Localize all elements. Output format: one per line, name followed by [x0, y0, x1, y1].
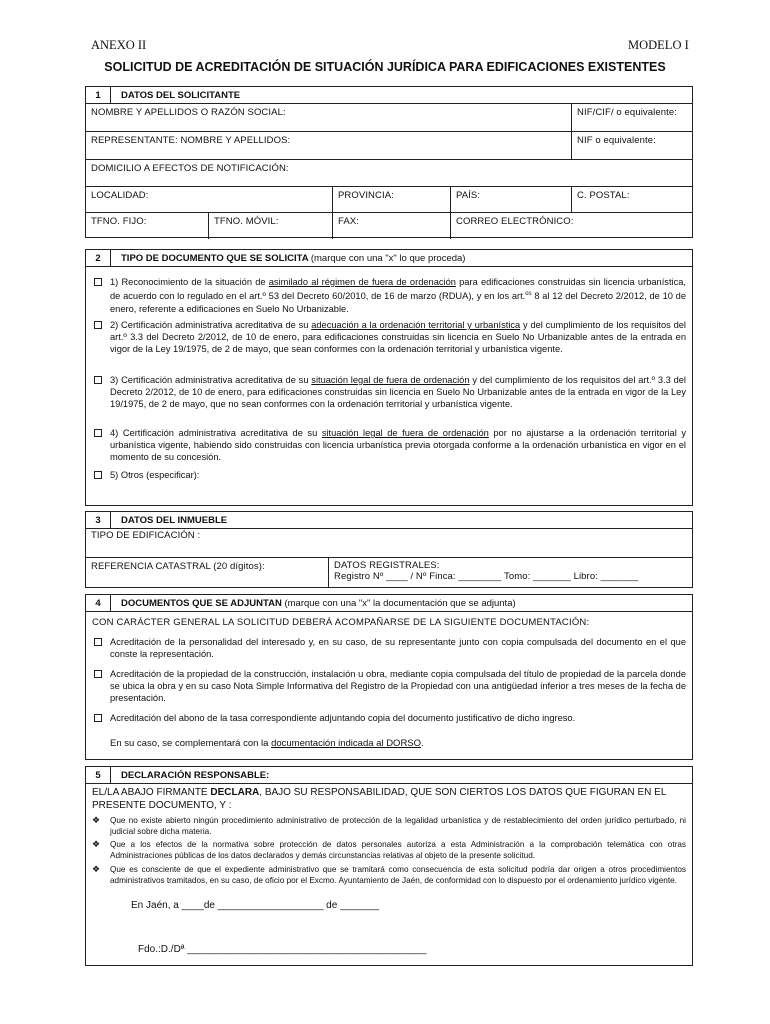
option-text: para edificaciones construidas sin licencia urbanística, de acuerdo con lo regulado en el art.º 53 del Decreto 60/2010, de 16 de marzo (RDUA), y en los art. [110, 277, 686, 302]
registry-data-label: DATOS REGISTRALES: [334, 560, 440, 571]
intro-text: EL/LA ABAJO FIRMANTE [92, 787, 211, 798]
document-text: Acreditación de la personalidad del interesado y, en su caso, de su representante junto con copia compulsada del documento en el que conste la representación. [110, 637, 686, 660]
option-text: y del cumplimiento de los requisitos del art.º 3.3 del Decreto 2/2012, de 10 de enero, para edificaciones construidas sin licencia en Suelo No Urbanizable antes de la entrada en vigor de la Ley 19/1975, de 2 de mayo, que sean conformes con la ordenación territorial y urbanística vigente. [110, 320, 686, 355]
annex-label: ANEXO II [91, 38, 147, 52]
email-field[interactable]: CORREO ELECTRÓNICO: [456, 216, 574, 227]
intro-bold: DECLARA [210, 787, 260, 798]
option-3-checkbox[interactable] [94, 376, 102, 384]
mobile-field[interactable]: TFNO. MÓVIL: [209, 213, 333, 239]
representative-field[interactable]: REPRESENTANTE: NOMBRE Y APELLIDOS: [86, 132, 572, 159]
option-5-checkbox[interactable] [94, 471, 102, 479]
diamond-bullet-icon: ❖ [92, 839, 101, 849]
dorso-note [110, 738, 424, 749]
registry-data-line: Registro Nº ____ / Nº Finca: ________ Tomo: _______ Libro: _______ [334, 571, 639, 582]
declaration-intro [92, 787, 686, 812]
option-1 [94, 276, 686, 315]
section-declaration [85, 766, 693, 966]
declaration-text: Que es consciente de que el expediente administrativo que se tramitará como consecuencia de esta solicitud podría dar origen a otros procedimientos administrativos tramitados, en su caso, de oficio por el Excmo. Ayuntamiento de Jaén, de conformidad con lo dispuesto por el ordenamiento jurídico vigente. [110, 865, 686, 885]
option-text: 1) Reconocimiento de la situación de [110, 277, 269, 287]
section-title: DECLARACIÓN RESPONSABLE: [121, 769, 270, 781]
option-2-checkbox[interactable] [94, 321, 102, 329]
section-title: DATOS DEL INMUEBLE [121, 514, 228, 526]
option-text: 4) Certificación administrativa acreditativa de su [110, 428, 322, 438]
dorso-link: documentación indicada al DORSO [271, 738, 422, 749]
option-4 [94, 427, 686, 464]
option-text: 2) Certificación administrativa acreditativa de su [110, 320, 312, 330]
section-title: TIPO DE DOCUMENTO QUE SE SOLICITA [121, 252, 309, 264]
declaration-item [92, 815, 686, 837]
section-header [86, 250, 692, 267]
documents-intro: CON CARÁCTER GENERAL LA SOLICITUD DEBERÁ ACOMPAÑARSE DE LA SIGUIENTE DOCUMENTACIÓN: [92, 617, 590, 628]
dorso-text: . [421, 738, 424, 749]
declaration-text: Que a los efectos de la normativa sobre protección de datos personales autoriza a esta Administración a la comprobación telemática con otras Administraciones públicas de los datos declarados y demás circunstancias relativas al objeto de la presente solicitud. [110, 840, 686, 860]
section-number: 1 [86, 87, 111, 103]
section-title: DOCUMENTOS QUE SE ADJUNTAN [121, 597, 282, 609]
diamond-bullet-icon: ❖ [92, 815, 101, 825]
section-applicant [85, 86, 693, 238]
province-field[interactable]: PROVINCIA: [333, 187, 451, 212]
option-underlined: asimilado al régimen de fuera de ordenación [268, 277, 456, 287]
section-header [86, 87, 692, 104]
intro-text: , BAJO SU RESPONSABILIDAD, QUE SON CIERTOS LOS DATOS QUE FIGURAN EN EL PRESENTE DOCUMENTO, Y : [92, 787, 667, 811]
document-2 [94, 668, 686, 705]
declaration-text: Que no existe abierto ningún procedimiento administrativo de protección de la legalidad urbanística y de restablecimiento del orden jurídico perturbado, ni judicial sobre dicha materia. [110, 816, 686, 836]
document-2-checkbox[interactable] [94, 670, 102, 678]
building-type-field[interactable]: TIPO DE EDIFICACIÓN : [91, 530, 201, 541]
option-sup: os [525, 291, 532, 298]
locality-field[interactable]: LOCALIDAD: [86, 187, 333, 212]
landline-field[interactable]: TFNO. FIJO: [86, 213, 209, 239]
form-title: SOLICITUD DE ACREDITACIÓN DE SITUACIÓN JURÍDICA PARA EDIFICACIONES EXISTENTES [104, 60, 666, 74]
section-number: 2 [86, 250, 111, 266]
document-text: Acreditación del abono de la tasa correspondiente adjuntando copia del documento justificativo de dicho ingreso. [110, 713, 576, 723]
section-note: (marque con una "x" la documentación que se adjunta) [284, 597, 516, 609]
section-property [85, 511, 693, 588]
declaration-item [92, 864, 686, 886]
section-document-type [85, 249, 693, 506]
document-text: Acreditación de la propiedad de la construcción, instalación u obra, mediante copia compulsada del título de propiedad de la parcela donde se ubica la obra y en su caso Nota Simple Informativa del Registro de la Propiedad con una antigüedad inferior a tres meses de la fecha de presentación. [110, 669, 686, 704]
document-3 [94, 712, 686, 724]
section-number: 5 [86, 767, 111, 783]
dorso-text: En su caso, se complementará con la [110, 738, 272, 749]
option-5 [94, 469, 686, 481]
diamond-bullet-icon: ❖ [92, 864, 101, 874]
section-header [86, 767, 692, 784]
option-text: 5) Otros (especificar): [110, 470, 200, 480]
option-underlined: situación legal de fuera de ordenación [321, 428, 489, 438]
option-3 [94, 374, 686, 411]
option-text: por no ajustarse a la ordenación territorial y urbanística vigente, habiendo sido construidas con licencia urbanística previa otorgada conforme a la ordenación urbanística en vigor en el momento de su concesión. [110, 428, 686, 463]
postal-code-field[interactable]: C. POSTAL: [577, 190, 630, 201]
registry-data-field[interactable] [329, 558, 692, 588]
option-underlined: adecuación a la ordenación territorial y urbanística [311, 320, 521, 330]
option-4-checkbox[interactable] [94, 429, 102, 437]
option-text: 8 al 12 del Decreto 2/2012, de 10 de enero, referente a edificaciones en Suelo No Urbanizable. [110, 291, 686, 314]
name-field[interactable]: NOMBRE Y APELLIDOS O RAZÓN SOCIAL: [86, 104, 572, 131]
declaration-item [92, 839, 686, 861]
section-number: 4 [86, 595, 111, 611]
document-3-checkbox[interactable] [94, 714, 102, 722]
country-field[interactable]: PAÍS: [451, 187, 572, 212]
representative-nif-field[interactable]: NIF o equivalente: [577, 135, 656, 146]
document-1-checkbox[interactable] [94, 638, 102, 646]
address-field[interactable]: DOMICILIO A EFECTOS DE NOTIFICACIÓN: [91, 163, 289, 174]
document-1 [94, 636, 686, 660]
nif-field[interactable]: NIF/CIF/ o equivalente: [577, 107, 677, 118]
option-text: y del cumplimiento de los requisitos del art.º 3.3 del Decreto 2/2012, de 10 de enero, para edificaciones construidas sin licencia en Suelo No Urbanizable antes de la entrada en vigor de la Ley 19/1975, de 2 de mayo, que no sean conformes con la ordenación territorial y urbanística vigente. [110, 375, 686, 410]
signature-line[interactable]: Fdo.:D./Dª ___________________________________________ [138, 944, 427, 955]
section-note: (marque con una "x" lo que proceda) [310, 252, 466, 264]
section-documents [85, 594, 693, 760]
option-underlined: situación legal de fuera de ordenación [311, 375, 470, 385]
section-header [86, 512, 692, 529]
option-text: 3) Certificación administrativa acreditativa de su [110, 375, 312, 385]
option-1-checkbox[interactable] [94, 278, 102, 286]
section-header [86, 595, 692, 612]
cadastral-ref-field[interactable]: REFERENCIA CATASTRAL (20 dígitos): [86, 558, 329, 588]
date-line[interactable]: En Jaén, a ____de ___________________ de _______ [131, 900, 380, 911]
fax-field[interactable]: FAX: [333, 213, 451, 239]
section-title: DATOS DEL SOLICITANTE [121, 89, 241, 101]
section-number: 3 [86, 512, 111, 528]
option-2 [94, 319, 686, 356]
model-label: MODELO I [628, 38, 689, 52]
